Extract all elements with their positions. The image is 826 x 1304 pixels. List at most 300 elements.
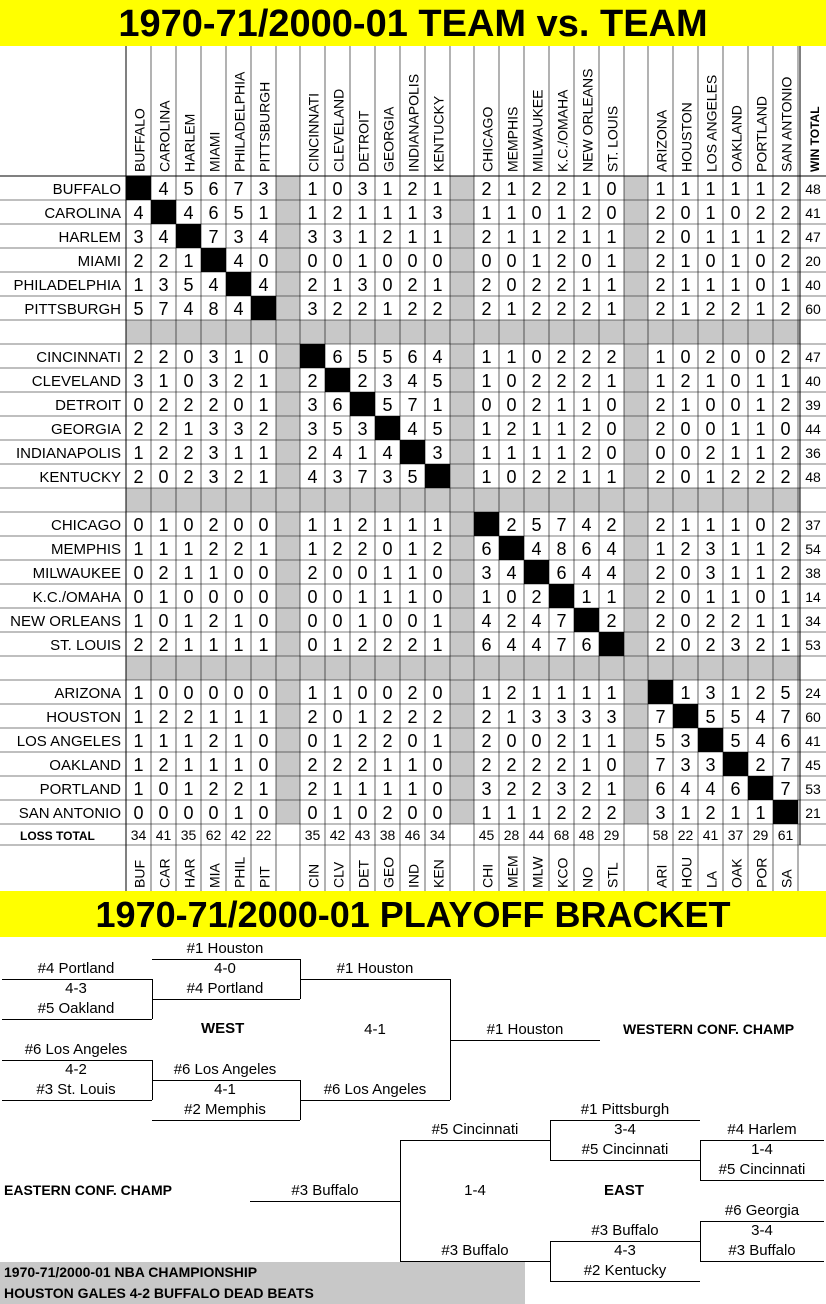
matrix-cell-value: 1 [133,683,144,703]
matrix-cell-value: 1 [258,443,269,463]
matrix-cell-value: 2 [233,779,244,799]
diagonal-cell [126,176,151,200]
matrix-cell-value: 2 [755,467,766,487]
matrix-cell-value: 1 [233,731,244,751]
matrix-cell-value: 1 [506,227,517,247]
matrix-cell-value: 0 [680,563,691,583]
matrix-cell-value: 0 [307,587,318,607]
matrix-cell-value: 6 [332,395,343,415]
matrix-cell-value: 0 [506,251,517,271]
matrix-cell-value: 4 [506,635,517,655]
matrix-cell-value: 2 [481,299,492,319]
matrix-cell-value: 2 [158,251,169,271]
matrix-cell-value: 1 [133,779,144,799]
matrix-cell-value: 2 [705,443,716,463]
matrix-cell-value: 1 [382,779,393,799]
matrix-cell-value: 5 [183,179,194,199]
west-r2b-bot: #2 Memphis [184,1101,266,1118]
matrix-cell-value: 2 [655,275,666,295]
matrix-cell-value: 0 [158,683,169,703]
win-total-value: 54 [805,541,821,557]
loss-total-value: 42 [329,827,346,843]
matrix-cell-value: 0 [332,587,343,607]
west-r1a-bot: #5 Oakland [37,1000,115,1017]
matrix-cell-value: 1 [680,251,691,271]
matrix-cell-value: 2 [407,179,418,199]
diagonal-cell [425,464,450,488]
matrix-cell-value: 1 [133,443,144,463]
matrix-cell-value: 2 [581,347,592,367]
matrix-cell-value: 1 [133,539,144,559]
east-r3-bot: #3 Buffalo [441,1242,509,1259]
matrix-cell-value: 7 [556,611,567,631]
matrix-cell-value: 1 [606,227,617,247]
matrix-cell-value: 2 [655,587,666,607]
matrix-cell-value: 2 [655,611,666,631]
row-team-label: CAROLINA [44,205,121,222]
matrix-cell-value: 1 [705,587,716,607]
matrix-cell-value: 1 [133,611,144,631]
loss-total-value: 58 [652,827,669,843]
matrix-cell-value: 1 [208,755,219,775]
row-team-label: LOS ANGELES [16,733,121,750]
matrix-cell-value: 2 [655,203,666,223]
column-header-team: SAN ANTONIO [778,76,795,172]
matrix-cell-value: 1 [233,443,244,463]
matrix-cell-value: 1 [606,275,617,295]
matrix-cell-value: 3 [307,227,318,247]
matrix-cell-value: 5 [382,347,393,367]
matrix-cell-value: 7 [556,515,567,535]
matrix-cell-value: 1 [755,563,766,583]
loss-total-value: 28 [503,827,520,843]
matrix-cell-value: 2 [158,755,169,775]
matrix-cell-value: 0 [258,803,269,823]
matrix-cell-value: 1 [208,635,219,655]
matrix-cell-value: 0 [382,683,393,703]
matrix-cell-value: 5 [531,515,542,535]
matrix-cell-value: 1 [705,515,716,535]
matrix-cell-value: 1 [382,755,393,775]
loss-total-value: 34 [429,827,446,843]
matrix-cell-value: 1 [133,755,144,775]
matrix-cell-value: 3 [233,419,244,439]
matrix-cell-value: 1 [332,515,343,535]
matrix-cell-value: 2 [755,755,766,775]
matrix-cell-value: 2 [133,467,144,487]
matrix-cell-value: 2 [655,395,666,415]
matrix-cell-value: 1 [183,539,194,559]
matrix-cell-value: 4 [258,275,269,295]
matrix-cell-value: 1 [382,515,393,535]
matrix-cell-value: 1 [183,779,194,799]
matrix-cell-value: 2 [780,443,791,463]
matrix-cell-value: 0 [357,683,368,703]
matrix-cell-value: 0 [680,347,691,367]
matrix-cell-value: 1 [183,611,194,631]
matrix-cell-value: 0 [208,803,219,823]
matrix-cell-value: 1 [655,347,666,367]
matrix-cell-value: 1 [780,275,791,295]
matrix-cell-value: 2 [208,515,219,535]
matrix-cell-value: 0 [432,803,443,823]
row-team-label: K.C./OMAHA [32,589,121,606]
column-abbrev: BUF [131,860,148,888]
column-abbrev: MLW [529,856,546,888]
diagonal-cell [499,536,524,560]
matrix-cell-value: 0 [307,731,318,751]
matrix-cell-value: 1 [258,707,269,727]
loss-total-value: 41 [702,827,719,843]
matrix-cell-value: 2 [382,731,393,751]
matrix-cell-value: 0 [158,779,169,799]
matrix-cell-value: 1 [506,347,517,367]
matrix-cell-value: 2 [556,755,567,775]
matrix-cell-value: 1 [233,611,244,631]
matrix-cell-value: 1 [307,515,318,535]
matrix-cell-value: 1 [407,587,418,607]
matrix-cell-value: 1 [233,803,244,823]
matrix-cell-value: 1 [382,563,393,583]
matrix-cell-value: 1 [407,755,418,775]
row-team-label: PITTSBURGH [24,301,121,318]
win-total-value: 48 [805,469,821,485]
column-abbrev: HAR [181,858,198,888]
loss-total-value: 62 [205,827,222,843]
matrix-cell-value: 0 [183,803,194,823]
matrix-cell-value: 3 [705,683,716,703]
win-total-value: 24 [805,685,821,701]
matrix-cell-value: 2 [133,419,144,439]
matrix-cell-value: 1 [357,779,368,799]
matrix-cell-value: 2 [357,635,368,655]
matrix-cell-value: 2 [481,755,492,775]
matrix-cell-value: 2 [307,707,318,727]
diagonal-cell [375,416,400,440]
matrix-cell-value: 4 [581,515,592,535]
matrix-cell-value: 0 [183,587,194,607]
matrix-cell-value: 1 [432,515,443,535]
matrix-cell-value: 2 [556,251,567,271]
matrix-cell-value: 2 [556,275,567,295]
matrix-cell-value: 2 [332,755,343,775]
east-r2b-top: #3 Buffalo [591,1222,659,1239]
matrix-cell-value: 2 [581,443,592,463]
matrix-cell-value: 2 [531,275,542,295]
column-abbrev: SA [778,869,795,888]
row-team-label: SAN ANTONIO [18,805,121,822]
matrix-cell-value: 1 [730,227,741,247]
column-abbrev: KEN [430,859,447,888]
matrix-cell-value: 2 [481,731,492,751]
win-total-value: 40 [805,373,821,389]
matrix-cell-value: 0 [432,779,443,799]
matrix-cell-value: 0 [233,587,244,607]
matrix-cell-value: 1 [780,611,791,631]
matrix-cell-value: 2 [556,731,567,751]
group-separator-row [126,320,800,344]
row-team-label: MIAMI [77,253,121,270]
matrix-cell-value: 1 [730,563,741,583]
matrix-cell-value: 2 [655,227,666,247]
matrix-cell-value: 0 [606,443,617,463]
matrix-cell-value: 1 [705,203,716,223]
matrix-cell-value: 1 [258,635,269,655]
matrix-cell-value: 3 [606,707,617,727]
win-total-value: 36 [805,445,821,461]
matrix-cell-value: 2 [233,371,244,391]
matrix-cell-value: 2 [531,299,542,319]
matrix-cell-value: 0 [680,635,691,655]
matrix-cell-value: 1 [382,203,393,223]
diagonal-cell [300,344,325,368]
matrix-cell-value: 0 [133,515,144,535]
matrix-cell-value: 0 [680,419,691,439]
matrix-cell-value: 0 [680,467,691,487]
matrix-cell-value: 0 [705,395,716,415]
loss-total-value: 29 [603,827,620,843]
matrix-cell-value: 5 [780,683,791,703]
matrix-cell-value: 2 [382,227,393,247]
diagonal-cell [474,512,499,536]
matrix-cell-value: 2 [531,587,542,607]
matrix-cell-value: 7 [357,467,368,487]
matrix-cell-value: 1 [407,203,418,223]
matrix-cell-value: 2 [531,395,542,415]
matrix-cell-value: 1 [481,683,492,703]
row-team-label: PHILADELPHIA [13,277,121,294]
matrix-cell-value: 2 [655,635,666,655]
diagonal-cell [599,632,624,656]
loss-total-value: 34 [130,827,147,843]
loss-total-value: 38 [379,827,396,843]
matrix-cell-value: 0 [680,227,691,247]
matrix-cell-value: 1 [357,203,368,223]
loss-total-label: LOSS TOTAL [20,829,95,843]
matrix-cell-value: 1 [307,539,318,559]
matrix-cell-value: 7 [233,179,244,199]
matrix-cell-value: 2 [556,371,567,391]
matrix-cell-value: 3 [556,779,567,799]
matrix-cell-value: 0 [705,251,716,271]
column-abbrev: KCO [554,857,571,888]
matrix-cell-value: 2 [730,299,741,319]
matrix-cell-value: 0 [258,347,269,367]
loss-total-value: 68 [553,827,570,843]
matrix-cell-value: 5 [183,275,194,295]
matrix-cell-value: 1 [481,803,492,823]
east-r1a-score: 1-4 [751,1141,773,1158]
column-header-team: CLEVELAND [330,88,347,172]
matrix-cell-value: 4 [258,227,269,247]
matrix-cell-value: 2 [606,515,617,535]
matrix-cell-value: 1 [581,683,592,703]
championship-title: 1970-71/2000-01 NBA CHAMPIONSHIP [4,1264,258,1280]
matrix-cell-value: 0 [531,347,542,367]
matrix-cell-value: 2 [531,179,542,199]
matrix-cell-value: 6 [481,539,492,559]
east-r2a-bot: #5 Cincinnati [581,1141,669,1158]
matrix-cell-value: 1 [730,251,741,271]
matrix-cell-value: 1 [581,227,592,247]
matrix-cell-value: 1 [705,179,716,199]
matrix-cell-value: 0 [183,683,194,703]
matrix-cell-value: 1 [382,179,393,199]
matrix-cell-value: 1 [755,179,766,199]
matrix-cell-value: 3 [332,227,343,247]
matrix-cell-value: 1 [655,179,666,199]
matrix-cell-value: 1 [481,467,492,487]
matrix-cell-value: 0 [730,395,741,415]
matrix-cell-value: 1 [730,419,741,439]
matrix-cell-value: 1 [755,611,766,631]
matrix-cell-value: 0 [233,395,244,415]
matrix-cell-value: 1 [506,803,517,823]
matrix-cell-value: 2 [531,371,542,391]
matrix-cell-value: 2 [780,203,791,223]
diagonal-cell [698,728,723,752]
matrix-cell-value: 1 [258,779,269,799]
east-champ-label: EASTERN CONF. CHAMP [4,1182,173,1198]
matrix-cell-value: 5 [705,707,716,727]
matrix-cell-value: 1 [755,227,766,247]
matrix-cell-value: 0 [432,755,443,775]
matrix-cell-value: 0 [481,251,492,271]
matrix-cell-value: 4 [755,731,766,751]
win-total-value: 41 [805,205,821,221]
diagonal-cell [648,680,673,704]
matrix-cell-value: 0 [432,587,443,607]
matrix-cell-value: 2 [581,419,592,439]
matrix-cell-value: 5 [730,707,741,727]
row-team-label: CHICAGO [50,517,121,534]
win-total-value: 53 [805,637,821,653]
matrix-cell-value: 1 [307,203,318,223]
matrix-cell-value: 2 [382,803,393,823]
matrix-cell-value: 6 [208,203,219,223]
matrix-cell-value: 0 [606,179,617,199]
win-total-value: 45 [805,757,821,773]
row-team-label: OAKLAND [49,757,121,774]
matrix-cell-value: 2 [307,563,318,583]
row-team-label: HOUSTON [46,709,121,726]
matrix-cell-value: 3 [332,467,343,487]
loss-total-value: 35 [304,827,321,843]
matrix-cell-value: 7 [407,395,418,415]
west-r3-bot: #6 Los Angeles [323,1081,427,1098]
matrix-cell-value: 1 [705,371,716,391]
matrix-cell-value: 1 [680,515,691,535]
matrix-cell-value: 1 [481,443,492,463]
matrix-cell-value: 2 [780,539,791,559]
matrix-cell-value: 3 [307,419,318,439]
column-abbrev: CAR [156,858,173,888]
diagonal-cell [748,776,773,800]
matrix-cell-value: 1 [531,251,542,271]
matrix-cell-value: 1 [730,683,741,703]
matrix-cell-value: 0 [382,539,393,559]
matrix-cell-value: 0 [407,731,418,751]
matrix-cell-value: 1 [606,587,617,607]
matrix-cell-value: 3 [357,419,368,439]
matrix-cell-value: 0 [581,251,592,271]
matrix-cell-value: 2 [357,371,368,391]
matrix-cell-value: 2 [357,515,368,535]
matrix-cell-value: 0 [233,683,244,703]
matrix-cell-value: 0 [208,683,219,703]
matrix-cell-value: 2 [556,347,567,367]
loss-total-value: 61 [777,827,794,843]
win-total-value: 47 [805,349,821,365]
matrix-cell-value: 7 [158,299,169,319]
bracket-title: 1970-71/2000-01 PLAYOFF BRACKET [0,891,826,937]
west-r2a-score: 4-0 [214,960,236,977]
column-header-team: CINCINNATI [305,92,322,172]
matrix-cell-value: 5 [432,371,443,391]
matrix-cell-value: 0 [531,203,542,223]
matrix-cell-value: 2 [730,611,741,631]
row-team-label: MEMPHIS [50,541,121,558]
matrix-cell-value: 1 [432,275,443,295]
championship-box [0,1262,525,1304]
matrix-cell-value: 3 [680,731,691,751]
matrix-cell-value: 1 [581,731,592,751]
matrix-cell-value: 1 [506,707,517,727]
matrix-cell-value: 2 [208,539,219,559]
east-r2a-top: #1 Pittsburgh [580,1101,670,1118]
matrix-cell-value: 4 [158,227,169,247]
matrix-cell-value: 7 [780,755,791,775]
matrix-cell-value: 0 [407,611,418,631]
matrix-cell-value: 3 [158,275,169,295]
matrix-cell-value: 0 [307,803,318,823]
matrix-cell-value: 2 [357,755,368,775]
column-abbrev: MEM [504,855,521,888]
matrix-cell-value: 0 [606,419,617,439]
matrix-cell-value: 1 [432,611,443,631]
matrix-cell-value: 1 [432,179,443,199]
column-abbrev: STL [604,862,621,888]
column-header-team: PITTSBURGH [256,81,273,172]
matrix-cell-value: 4 [158,179,169,199]
matrix-cell-value: 4 [332,443,343,463]
matrix-cell-value: 3 [730,635,741,655]
matrix-cell-value: 1 [780,587,791,607]
matrix-cell-value: 4 [432,347,443,367]
matrix-cell-value: 1 [581,395,592,415]
matrix-cell-value: 6 [556,563,567,583]
matrix-cell-value: 6 [780,731,791,751]
matrix-cell-value: 2 [233,539,244,559]
matrix-cell-value: 1 [432,395,443,415]
matrix-cell-value: 1 [780,635,791,655]
east-r1a-top: #4 Harlem [727,1121,797,1138]
matrix-cell-value: 2 [481,275,492,295]
matrix-cell-value: 1 [357,587,368,607]
matrix-cell-value: 0 [133,563,144,583]
matrix-cell-value: 2 [133,347,144,367]
matrix-cell-value: 1 [432,635,443,655]
diagonal-cell [574,608,599,632]
west-r2b-score: 4-1 [214,1081,236,1098]
matrix-cell-value: 6 [655,779,666,799]
matrix-cell-value: 3 [556,707,567,727]
matrix-cell-value: 1 [531,683,542,703]
win-total-value: 44 [805,421,821,437]
matrix-cell-value: 0 [755,275,766,295]
matrix-cell-value: 2 [581,803,592,823]
matrix-cell-value: 2 [432,539,443,559]
